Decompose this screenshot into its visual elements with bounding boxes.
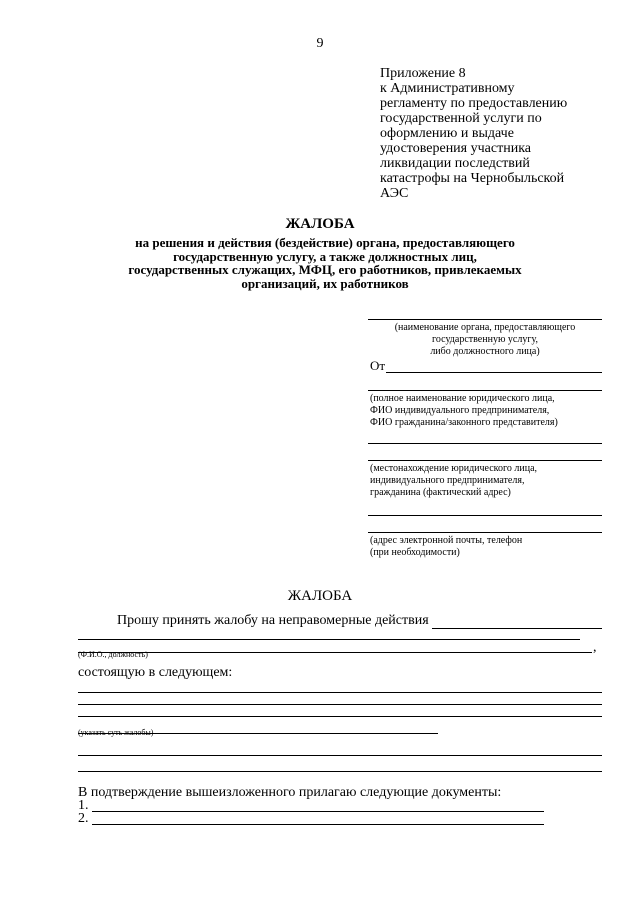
consisting-text: состоящую в следующем: — [78, 665, 233, 680]
hint-line: ФИО индивидуального предпринимателя, — [370, 405, 550, 416]
appendix-line: Приложение 8 — [380, 66, 466, 81]
official-field-line[interactable] — [78, 639, 580, 640]
hint-line: (адрес электронной почты, телефон — [370, 535, 523, 546]
appendix-line: удостоверения участника — [380, 141, 531, 156]
appendix-line: к Административному — [380, 81, 515, 96]
essence-line-5[interactable] — [78, 755, 602, 756]
official-hint: (Ф.И.О., должность) — [78, 650, 148, 659]
hint-line: (полное наименование юридического лица, — [370, 393, 555, 404]
essence-hint: (указать суть жалобы) — [78, 728, 154, 737]
attachment-number: 2. — [78, 811, 89, 826]
contact-field-line[interactable] — [368, 532, 602, 533]
contact-hint — [370, 535, 522, 559]
hint-line: гражданина (фактический адрес) — [370, 487, 511, 498]
organ-hint — [368, 322, 602, 358]
section-title: ЖАЛОБА — [287, 588, 353, 604]
request-text: Прошу принять жалобу на неправомерные действия — [117, 613, 429, 628]
organ-field-line[interactable] — [368, 319, 602, 320]
essence-line-6[interactable] — [78, 771, 602, 772]
applicant-hint — [370, 393, 558, 429]
applicant-field-line[interactable] — [368, 390, 602, 391]
page-number: 9 — [316, 36, 324, 51]
attachment-line-2[interactable] — [92, 824, 544, 825]
appendix-line: катастрофы на Чернобыльской — [380, 171, 565, 186]
attachment-number: 1. — [78, 798, 89, 813]
actions-field-line[interactable] — [432, 628, 602, 629]
essence-line-4[interactable] — [78, 733, 438, 734]
appendix-line: государственной услуги по — [380, 111, 542, 126]
location-field-line[interactable] — [368, 460, 602, 461]
attachments-text: В подтверждение вышеизложенного прилагаю следующие документы: — [78, 785, 502, 800]
appendix-block — [380, 66, 620, 201]
appendix-line: оформлению и выдаче — [380, 126, 514, 141]
hint-line: (наименование органа, предоставляющего — [394, 322, 576, 333]
from-label: От — [370, 358, 386, 373]
appendix-line: АЭС — [380, 186, 409, 201]
from-field-line[interactable] — [386, 372, 602, 373]
applicant-field-line-2[interactable] — [368, 443, 602, 444]
subtitle-line: государственную услугу, а также должностных лиц, — [173, 248, 477, 264]
comma: , — [593, 640, 597, 655]
subtitle-line: на решения и действия (бездействие) органа, предоставляющего — [135, 235, 515, 250]
appendix-line: ликвидации последствий — [380, 156, 530, 171]
location-hint — [370, 463, 537, 499]
essence-line-2[interactable] — [78, 704, 602, 705]
hint-line: либо должностного лица) — [430, 346, 540, 357]
appendix-line: регламенту по предоставлению — [380, 96, 568, 111]
hint-line: индивидуального предпринимателя, — [370, 475, 525, 486]
hint-line: государственную услугу, — [432, 334, 538, 345]
document-title: ЖАЛОБА — [285, 216, 355, 232]
essence-line-3[interactable] — [78, 716, 602, 717]
hint-line: (местонахождение юридического лица, — [370, 463, 538, 474]
hint-line: (при необходимости) — [370, 547, 460, 558]
official-field-line-2[interactable] — [78, 652, 592, 653]
essence-line-1[interactable] — [78, 692, 602, 693]
subtitle-line: организаций, их работников — [241, 275, 409, 291]
document-subtitle — [90, 236, 560, 290]
attachment-line-1[interactable] — [92, 811, 544, 812]
subtitle-line: государственных служащих, МФЦ, его работников, привлекаемых — [128, 262, 522, 277]
location-field-line-2[interactable] — [368, 515, 602, 516]
hint-line: ФИО гражданина/законного представителя) — [370, 417, 558, 428]
